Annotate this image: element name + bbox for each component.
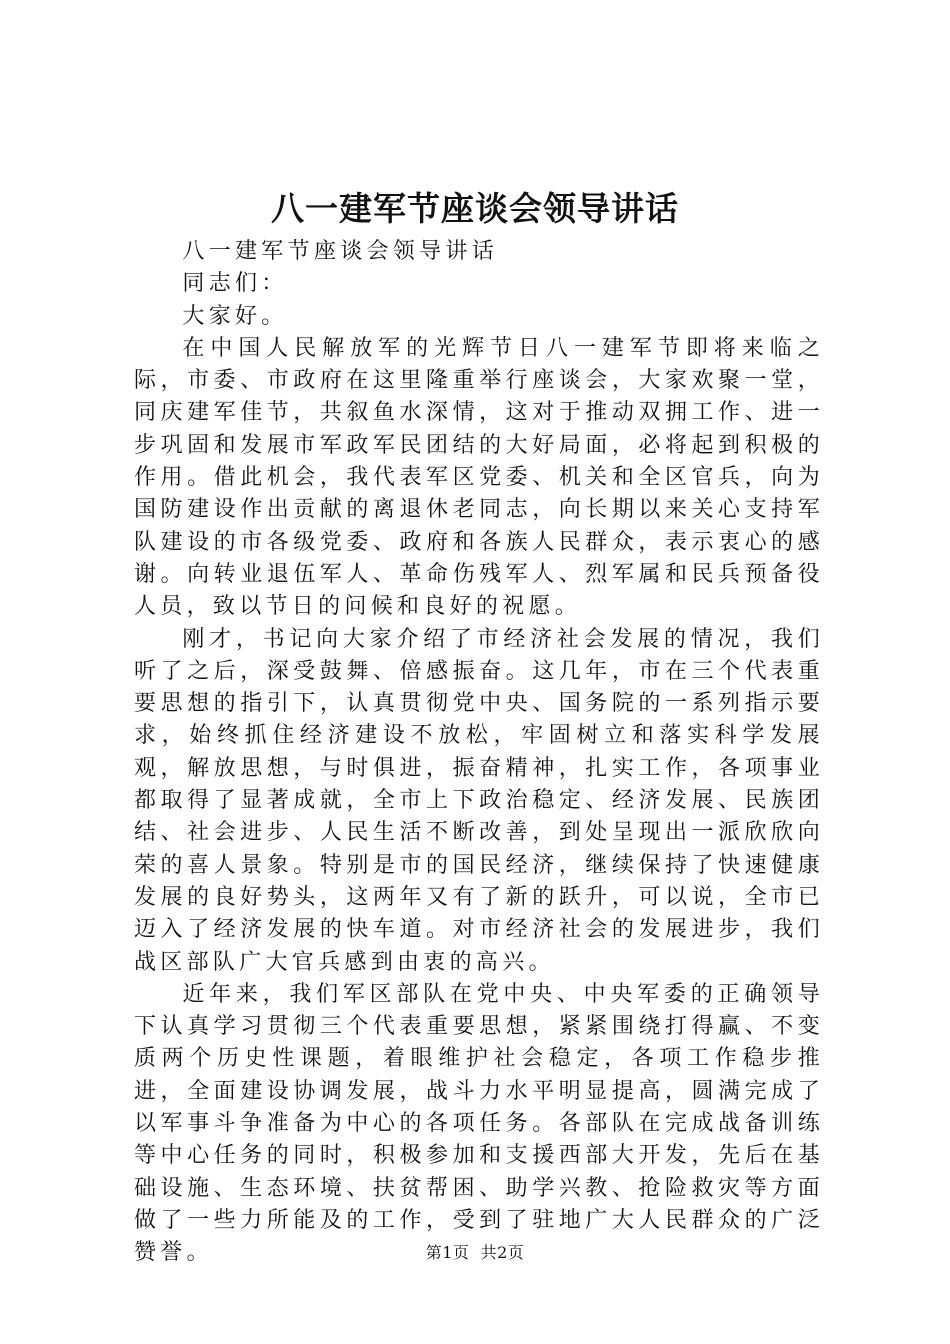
paragraph-subtitle: 八一建军节座谈会领导讲话 [182,239,498,264]
paragraph: 在中国人民解放军的光辉节日八一建军节即将来临之际，市委、市政府在这里隆重举行座谈会，大家欢聚一堂，同庆建军佳节，共叙鱼水深情，这对于推动双拥工作、进一步巩固和发展市军政军民团结的大好局面，必将起到积极的作用。借此机会，我代表军区党委、机关和全区官兵，向为国防建设作出贡献的离退休老同志，向长期以来关心支持军队建设的市各级党委、政府和各族人民群众，表示衷心的感谢。向转业退伍军人、革命伤残军人、烈军属和民兵预备役人员，致以节日的问候和良好的祝愿。 [134,335,824,620]
page-number-label: 第1页 共2页 [425,1243,525,1262]
page-footer [0,1240,950,1263]
document-body [134,236,824,1270]
paragraph-salutation: 同志们： [182,271,288,297]
paragraph: 近年来，我们军区部队在党中央、中央军委的正确领导下认真学习贯彻三个代表重要思想，紧紧围绕打得赢、不变质两个历史性课题，着眼维护社会稳定，各项工作稳步推进，全面建设协调发展，战斗力水平明显提高，圆满完成了以军事斗争准备为中心的各项任务。各部队在完成战备训练等中心任务的同时，积极参加和支援西部大开发，先后在基础设施、生态环境、扶贫帮困、助学兴教、抢险救灾等方面做了一些力所能及的工作，受到了驻地广大人民群众的广泛赞誉。 [134,981,824,1266]
paragraph-greeting: 大家好。 [182,303,288,329]
paragraph: 刚才，书记向大家介绍了市经济社会发展的情况，我们听了之后，深受鼓舞、倍感振奋。这几年，市在三个代表重要思想的指引下，认真贯彻党中央、国务院的一系列指示要求，始终抓住经济建设不放松，牢固树立和落实科学发展观，解放思想，与时俱进，振奋精神，扎实工作，各项事业都取得了显著成就，全市上下政治稳定、经济发展、民族团结、社会进步、人民生活不断改善，到处呈现出一派欣欣向荣的喜人景象。特别是市的国民经济，继续保持了快速健康发展的良好势头，这两年又有了新的跃升，可以说，全市已迈入了经济发展的快车道。对市经济社会的发展进步，我们战区部队广大官兵感到由衷的高兴。 [134,626,824,975]
document-title: 八一建军节座谈会领导讲话 [271,189,679,228]
